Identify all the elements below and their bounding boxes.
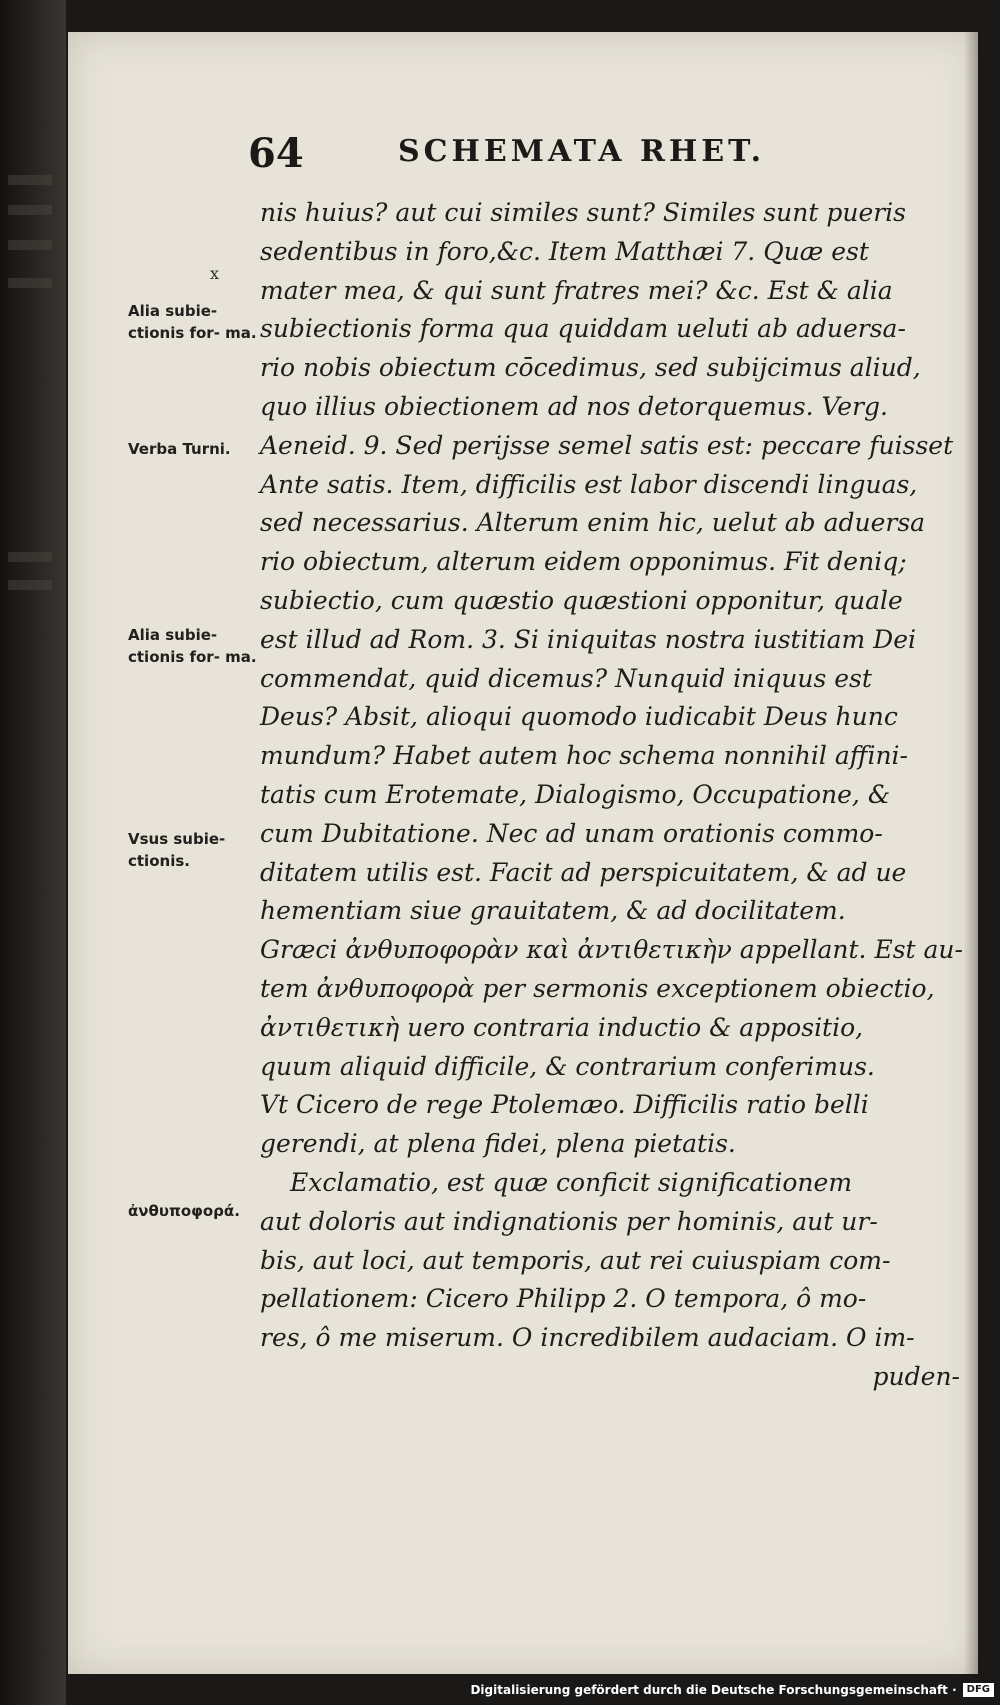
text-line: Vt Cicero de rege Ptolemæo. Difficilis ratio belli xyxy=(260,1090,869,1120)
digitization-credit xyxy=(470,1681,1000,1699)
text-line: nis huius? aut cui similes sunt? Similes sunt pueris xyxy=(260,198,907,227)
text-line: quo illius obiectionem ad nos detorquemus. Verg. xyxy=(260,391,888,421)
running-head: SCHEMATA RHET. xyxy=(398,134,766,169)
margin-note: Alia subie- ctionis for- ma. xyxy=(128,626,257,666)
bleed-mark xyxy=(8,240,52,250)
text-line: pellationem: Cicero Philipp 2. O tempora, ô mo- xyxy=(260,1284,867,1314)
margin-note: Verba Turni. xyxy=(128,440,231,458)
text-line: aut doloris aut indignationis per hominis, aut ur- xyxy=(260,1206,878,1236)
book-page xyxy=(68,32,978,1674)
bleed-mark xyxy=(8,552,52,562)
page-shadow xyxy=(964,32,978,1674)
text-line: Græci ἀνθυποφορὰν καὶ ἀντιθετικὴν appellant. Est au- xyxy=(260,935,963,965)
text-line: subiectio, cum quæstio quæstioni opponitur, quale xyxy=(260,585,903,615)
text-line: quum aliquid difficile, & contrarium conferimus. xyxy=(260,1051,875,1081)
text-line: cum Dubitatione. Nec ad unam orationis commo- xyxy=(260,818,883,848)
text-line: sedentibus in foro,&c. Item Matthæi 7. Quæ est xyxy=(260,236,869,266)
bleed-mark xyxy=(8,278,52,288)
text-line: tem ἀνθυποφορὰ per sermonis exceptionem obiectio, xyxy=(260,973,935,1003)
text-line: Aeneid. 9. Sed perijsse semel satis est: peccare fuisset xyxy=(260,430,954,460)
dfg-logo: DFG xyxy=(963,1683,994,1697)
catchword: puden- xyxy=(872,1361,960,1391)
text-line: sed necessarius. Alterum enim hic, uelut ab aduersa xyxy=(260,508,926,538)
text-line: est illud ad Rom. 3. Si iniquitas nostra iustitiam Dei xyxy=(260,624,917,654)
credit-text: Digitalisierung gefördert durch die Deutsche Forschungsgemeinschaft · xyxy=(470,1683,957,1697)
margin-mark: x xyxy=(210,264,220,283)
text-line: commendat, quid dicemus? Nunquid iniquus est xyxy=(260,663,872,693)
text-line: Deus? Absit, alioqui quomodo iudicabit Deus hunc xyxy=(260,702,898,732)
bleed-mark xyxy=(8,580,52,590)
text-line: Exclamatio, est quæ conficit significationem xyxy=(290,1167,853,1197)
bleed-mark xyxy=(8,175,52,185)
text-line: ditatem utilis est. Facit ad perspicuitatem, & ad ue xyxy=(260,857,907,887)
margin-note: ἀνθυποφορά. xyxy=(128,1202,240,1220)
page-number: 64 xyxy=(248,130,304,177)
text-line: hementiam siue grauitatem, & ad docilitatem. xyxy=(260,896,846,926)
text-line: ἀντιθετικὴ uero contraria inductio & appositio, xyxy=(260,1012,864,1042)
text-line: tatis cum Erotemate, Dialogismo, Occupatione, & xyxy=(260,779,891,809)
text-line: subiectionis forma qua quiddam ueluti ab aduersa- xyxy=(260,314,906,344)
margin-note: Vsus subie- ctionis. xyxy=(128,830,226,870)
text-line: rio obiectum, alterum eidem opponimus. Fit deniq; xyxy=(260,547,907,577)
margin-note: Alia subie- ctionis for- ma. xyxy=(128,302,257,342)
text-line: res, ô me miserum. O incredibilem audaciam. O im- xyxy=(260,1323,915,1353)
text-line: mater mea, & qui sunt fratres mei? &c. Est & alia xyxy=(260,275,893,305)
text-line: mundum? Habet autem hoc schema nonnihil affini- xyxy=(260,741,908,771)
body-text xyxy=(260,194,963,1397)
text-line: Ante satis. Item, difficilis est labor discendi linguas, xyxy=(260,469,918,499)
text-line: rio nobis obiectum cōcedimus, sed subijcimus aliud, xyxy=(260,353,921,383)
text-line: bis, aut loci, aut temporis, aut rei cuiuspiam com- xyxy=(260,1245,891,1275)
text-line: gerendi, at plena fidei, plena pietatis. xyxy=(260,1129,736,1159)
bleed-mark xyxy=(8,205,52,215)
adjacent-page-edge xyxy=(0,0,66,1705)
